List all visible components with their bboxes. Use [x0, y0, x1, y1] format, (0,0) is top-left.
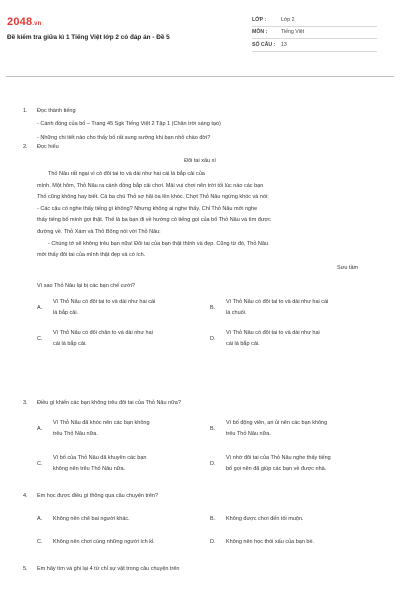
- option-d[interactable]: [210, 329, 380, 353]
- info-row-subject: [252, 27, 377, 40]
- section-title: Đọc thành tiếng: [37, 108, 76, 114]
- question-number: 4.: [23, 493, 28, 499]
- info-value: 13: [281, 41, 287, 48]
- option-letter: B.: [210, 516, 216, 522]
- option-b[interactable]: [210, 419, 385, 443]
- option-letter: B.: [210, 305, 216, 311]
- option-line: Vì Thỏ Nâu có đôi tai to và dài như hai: [226, 330, 320, 336]
- option-line: Vì nhờ đôi tai của Thỏ Nâu nghe thấy tiếng: [226, 455, 331, 461]
- option-a[interactable]: [37, 419, 207, 443]
- info-table: [252, 14, 377, 52]
- option-c[interactable]: [37, 538, 207, 548]
- info-row-class: [252, 14, 377, 27]
- story-line: mình. Một hôm, Thỏ Nâu ra cánh đồng bắp cải chơi. Mải vui chơi nên trời tối lúc nào các bạn: [37, 183, 264, 189]
- option-line: không nên trêu Thỏ Nâu nữa.: [53, 466, 126, 472]
- option-letter: B.: [210, 426, 216, 432]
- option-a[interactable]: [37, 515, 207, 525]
- option-d[interactable]: [210, 538, 380, 548]
- option-line: bố gọi nên đã giúp các bạn về được nhà.: [226, 466, 327, 472]
- option-line: Vì bố động viên, an ủi nên các bạn không: [226, 420, 328, 426]
- site-logo[interactable]: [7, 16, 42, 28]
- option-letter: D.: [210, 336, 216, 342]
- option-d[interactable]: [210, 454, 388, 478]
- question-number: 3.: [23, 400, 28, 406]
- option-text: Không nên chơi cùng những người ích kỉ.: [53, 539, 155, 545]
- option-b[interactable]: [210, 298, 380, 322]
- option-a[interactable]: [37, 298, 207, 322]
- option-c[interactable]: [37, 329, 207, 353]
- question-text: Điều gì khiến các bạn không trêu đôi tai của Thỏ Nâu nữa?: [37, 400, 181, 406]
- text-line: - Cánh đồng của bố – Trang 45 Sgk Tiếng Việt 2 Tập 1 (Chân trời sáng tạo): [37, 121, 221, 127]
- question-text: Em hãy tìm và ghi lại 4 từ chỉ sự vật trong câu chuyện trên: [37, 566, 180, 572]
- option-letter: C.: [37, 461, 43, 467]
- logo-suffix: .vn: [32, 21, 42, 27]
- logo-text: 2048: [7, 16, 33, 28]
- question-number: 2.: [23, 144, 28, 150]
- option-letter: A.: [37, 426, 43, 432]
- option-c[interactable]: [37, 454, 207, 478]
- question-text: Em học được điều gì thông qua câu chuyện trên?: [37, 493, 159, 499]
- question-text: Vì sao Thỏ Nâu lại bị các bạn chế cười?: [37, 283, 135, 289]
- section-title: Đọc hiểu: [37, 144, 59, 150]
- option-line: cái lá bắp cải.: [53, 341, 87, 347]
- option-line: Vì Thỏ Nâu có đôi tai to và dài như hai cái: [226, 299, 329, 305]
- info-label: MÔN :: [252, 29, 268, 36]
- text-line: - Những chi tiết nào cho thấy bố rất sung sướng khi bạn nhỏ chào đời?: [37, 135, 211, 141]
- story-line: Thỏ Nâu rất ngại vì có đôi tai to và dài như hai cái lá bắp cải của: [48, 171, 205, 177]
- option-line: lá chuối.: [226, 310, 247, 316]
- option-line: trêu Thỏ Nâu nữa.: [53, 431, 98, 437]
- option-text: Không nên học thói xấu của bạn bè.: [226, 539, 315, 545]
- option-letter: A.: [37, 516, 43, 522]
- question-number: 5.: [23, 566, 28, 572]
- story-line: thấy tiếng bố mình gọi thật. Thế là ba bạn đi về hướng có tiếng gọi của bố Thỏ Nâu và tìm được: [37, 217, 271, 223]
- question-number: 1.: [23, 108, 28, 114]
- option-letter: C.: [37, 539, 43, 545]
- document-title: Đề kiểm tra giữa kì 1 Tiếng Việt lớp 2 có đáp án - Đề 5: [7, 34, 170, 41]
- option-letter: D.: [210, 461, 216, 467]
- story-line: Thỏ cũng không hay biết. Cả ba chú Thỏ sợ hãi òa lên khóc. Chợt Thỏ Nâu ngừng khóc và nói:: [37, 194, 269, 200]
- option-line: lá bắp cải.: [53, 310, 79, 316]
- option-line: cái lá bắp cải.: [226, 341, 260, 347]
- info-label: SỐ CÂU :: [252, 41, 276, 48]
- info-row-question-count: [252, 39, 377, 52]
- option-text: Không nên chê bai người khác.: [53, 516, 130, 522]
- story-line: mới thấy đôi tai của mình thật đẹp và có ích.: [37, 252, 146, 258]
- option-letter: C.: [37, 336, 43, 342]
- source-note: Sưu tầm: [337, 265, 359, 271]
- info-value: Lớp 2: [281, 16, 295, 23]
- option-line: Vì Thỏ Nâu có đôi tai to và dài như hai cái: [53, 299, 156, 305]
- info-value: Tiếng Việt: [281, 29, 305, 36]
- option-letter: A.: [37, 305, 43, 311]
- story-line: - Các cậu có nghe thấy tiếng gì không? Nhưng không ai nghe thấy. Chỉ Thỏ Nâu mới nghe: [37, 206, 258, 212]
- option-line: Vì Thỏ Nâu đã khóc nên các bạn không: [53, 420, 150, 426]
- option-letter: D.: [210, 539, 216, 545]
- option-line: Vì bố của Thỏ Nâu đã khuyên các bạn: [53, 455, 147, 461]
- story-line: - Chúng tớ sẽ không trêu bạn nữa! Đôi tai của bạn thật thính và đẹp. Cũng từ đó, Thỏ Nâu: [48, 241, 269, 247]
- option-line: trêu Thỏ Nâu nữa.: [226, 431, 271, 437]
- option-line: Vì Thỏ Nâu có đôi chân to và dài như hai: [53, 330, 153, 336]
- option-b[interactable]: [210, 515, 380, 525]
- header-divider: [6, 76, 394, 77]
- story-title: Đôi tai xấu xí: [184, 158, 216, 164]
- story-line: đường về. Thỏ Xám và Thỏ Bông nói với Thỏ Nâu:: [37, 229, 161, 235]
- option-text: Không được chơi đến tối muộn.: [226, 516, 304, 522]
- info-label: LỚP :: [252, 16, 267, 23]
